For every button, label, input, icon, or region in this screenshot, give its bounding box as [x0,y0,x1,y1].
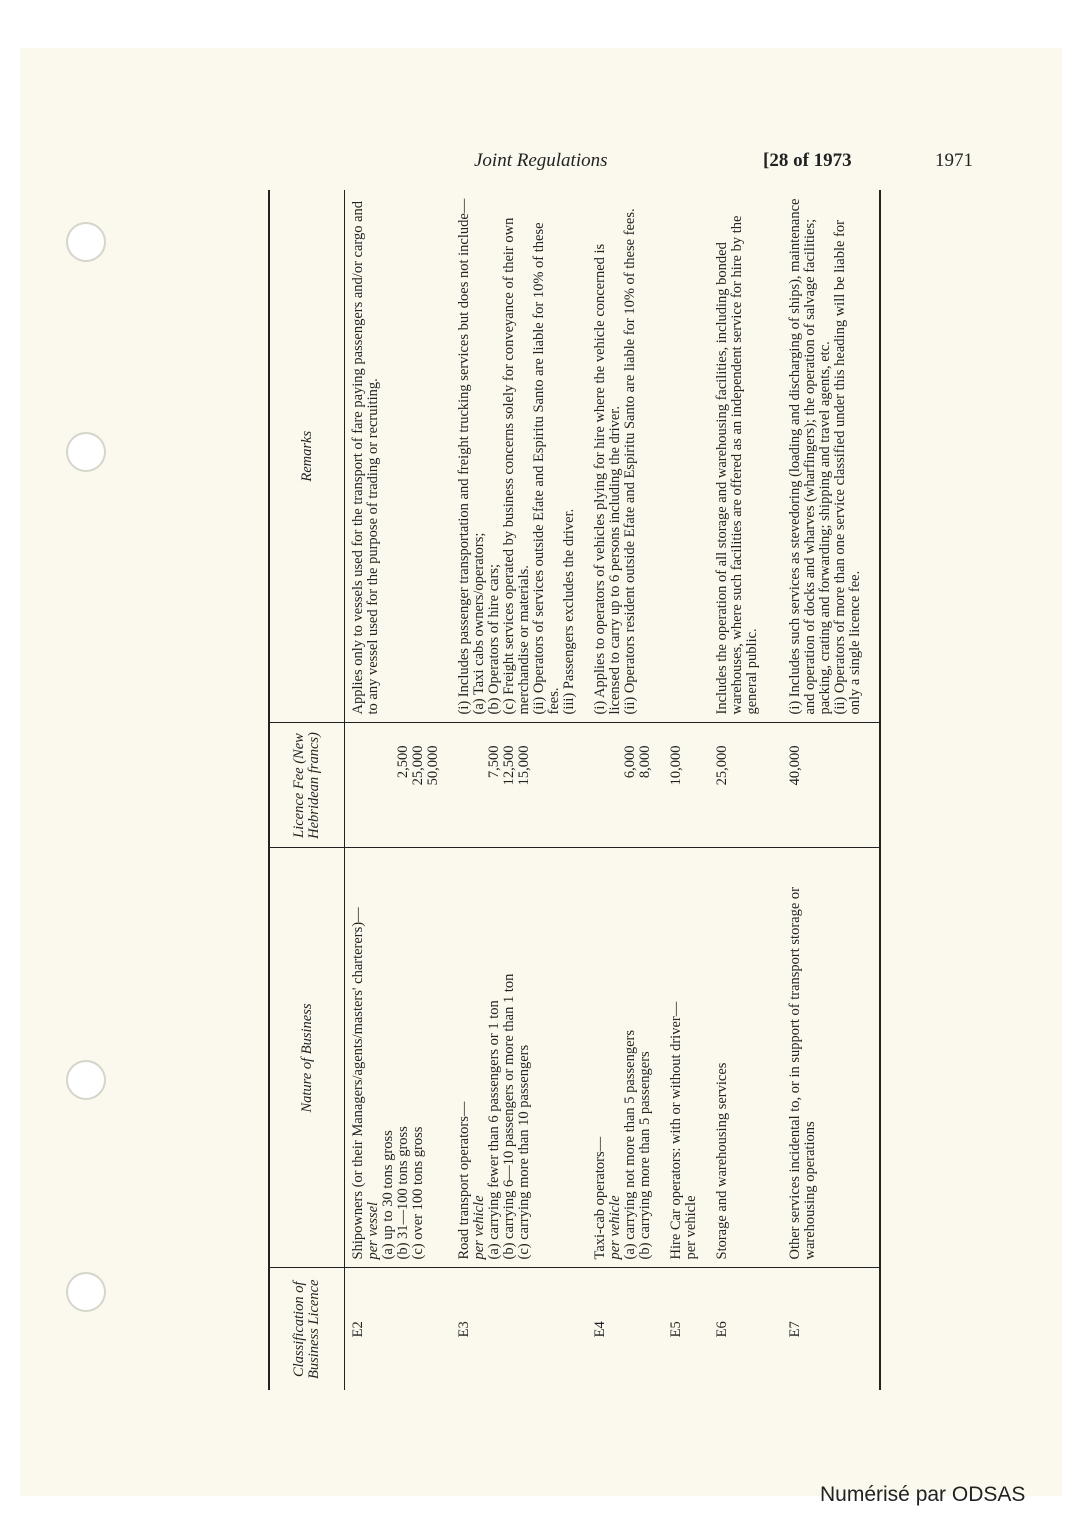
digitization-watermark: Numérisé par ODSAS [820,1483,1026,1506]
rotated-table-area [268,190,976,1390]
licence-code: E5 [668,1321,684,1338]
regulation-reference: [28 of 1973 [763,150,852,171]
column-header-fee: Licence Fee (New Hebridean francs) [269,723,345,848]
licence-code: E6 [714,1321,730,1338]
nature-of-business: Storage and warehousing services [709,848,782,1268]
remarks: Includes the operation of all storage and warehousing facilities, including bonded warehouses, where such facilities are offered as an independent service for hire by the general public. [709,190,782,723]
running-title: Joint Regulations [474,150,608,171]
remarks: (i) Includes passenger transportation and freight trucking services but does not include— (a) Taxi cabs owners/operators; (b) Operators of hire cars; (c) Freight services operated by business concerns solely for conveyance of their own merchandise or materials. (ii) Operators of services outside Efate and Espiritu Santo are liable for 10% of these fees. (iii) Passengers excludes the driver. [451,190,587,723]
licence-fee: 25,000 [709,723,782,848]
licence-code: E4 [592,1321,608,1338]
column-header-classification: Classification of Business Licence [269,1268,345,1390]
punch-hole [66,432,106,472]
licence-code: E7 [782,1268,880,1390]
table-row [709,190,782,1390]
nature-of-business: Taxi-cab operators— per vehicle (a) carrying not more than 5 passengers (b) carrying more than 5 passengers [587,848,663,1268]
punch-hole [66,1060,106,1100]
punch-hole [66,222,106,262]
table-row [345,190,452,1390]
licence-fee: 7,500 12,500 15,000 [451,723,587,848]
nature-of-business: Shipowners (or their Managers/agents/masters' charterers)— per vessel (a) up to 30 tons gross (b) 31—100 tons gross (c) over 100 tons gross [345,848,452,1268]
licence-table [268,190,881,1390]
remarks: (i) Includes such services as stevedoring (loading and discharging of ships), maintenance and operation of docks and wharves (wharfingers); the operation of salvage facilities; packing, crating and forwarding; shipping and travel agents, etc. (ii) Operators of more than one service classified under this heading will be liable for only a single licence fee. [782,190,880,723]
licence-fee: 6,000 8,000 [587,723,663,848]
column-header-nature: Nature of Business [269,848,345,1268]
nature-of-business: Hire Car operators: with or without driver— per vehicle [663,848,709,1268]
licence-code: E3 [456,1321,472,1338]
table-row [782,190,880,1390]
table-row [587,190,663,1390]
punch-hole [66,1272,106,1312]
table-row [451,190,587,1390]
remarks: (i) Applies to operators of vehicles plying for hire where the vehicle concerned is licensed to carry up to 6 persons including the driver. (ii) Operators resident outside Efate and Espiritu Santo are liable for 10% of these fees. [587,190,663,723]
licence-fee: 10,000 [663,723,709,848]
licence-fee: 40,000 [782,723,880,848]
licence-code: E2 [350,1321,366,1338]
remarks: Applies only to vessels used for the transport of fare paying passengers and/or cargo and to any vessel used for the purpose of trading or recruiting. [345,190,452,723]
column-header-remarks: Remarks [269,190,345,723]
remarks [663,190,709,723]
table-header-row [269,190,345,1390]
licence-fee: 2,500 25,000 50,000 [345,723,452,848]
nature-of-business: Road transport operators— per vehicle (a) carrying fewer than 6 passengers or 1 ton (b) carrying 6—10 passengers or more than 1 ton (c) carrying more than 10 passengers [451,848,587,1268]
table-row [663,190,709,1390]
page-number: 1971 [935,150,973,171]
nature-of-business: Other services incidental to, or in support of transport storage or warehousing operations [782,848,880,1268]
